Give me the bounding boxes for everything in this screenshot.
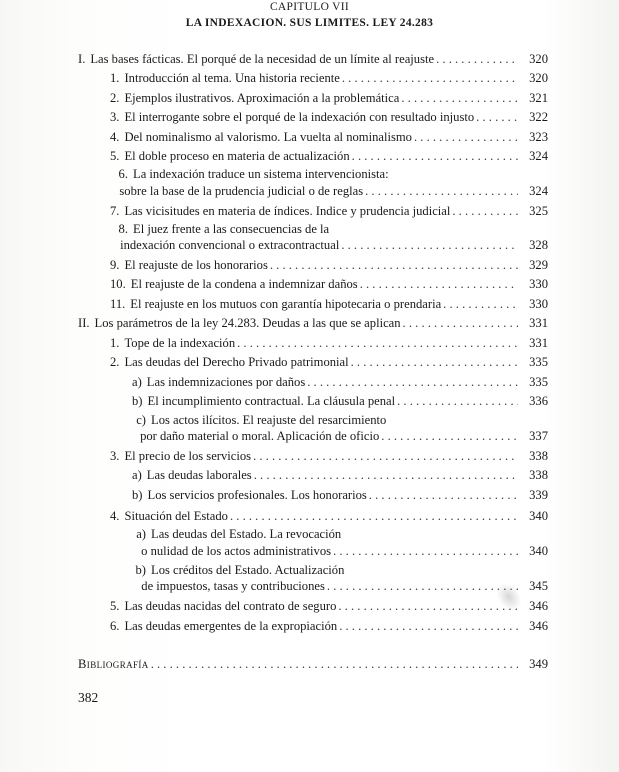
toc-entry-text: Los créditos del Estado. Actualización [151,563,345,577]
leader-dots [230,508,518,524]
toc-entry-page: 320 [529,52,548,66]
toc-entry-number: 4. [110,130,120,144]
toc-entry-number: II. [78,316,90,330]
toc-entry-number: b) [135,563,146,577]
toc-entry-number: 5. [110,599,120,613]
toc-entry-text: Las deudas laborales [146,468,252,482]
leader-dots [452,203,518,219]
toc-entry-text: El incumplimiento contractual. La cláusula penal [147,394,396,408]
toc-entry-number: 4. [110,509,120,523]
toc-entry-first-line [132,412,386,428]
toc-entry-number: 5. [110,149,120,163]
toc-entry-number: 3. [110,449,120,463]
leader-dots [341,237,518,253]
leader-dots [369,487,518,503]
toc-entry [110,335,548,351]
toc-entry-page: 324 [529,184,548,198]
leader-dots [253,448,518,464]
toc-entry-text: Las deudas del Derecho Privado patrimonial [124,355,349,369]
leader-dots [327,578,518,594]
toc-entry-text: indexación convencional o extracontractual [120,238,340,252]
toc-entry-page: 340 [529,544,548,558]
toc-entry-text: Los servicios profesionales. Los honorarios [147,488,367,502]
toc-entry-page: 337 [529,429,548,443]
toc-entry [132,487,548,503]
leader-dots [414,129,518,145]
toc-entry [78,315,548,331]
toc-entry [110,183,548,199]
toc-entry-text: de impuestos, tasas y contribuciones [141,579,325,593]
chapter-heading: CAPITULO VII [269,1,350,13]
leader-dots [397,393,518,409]
bibliography-label: Bibliografía [78,657,149,671]
toc-entry-text: o nulidad de los actos administrativos [141,544,332,558]
leader-dots [436,51,518,67]
toc-entry-page: 339 [529,488,548,502]
leader-dots [307,374,518,390]
toc-entry-text: Las indemnizaciones por daños [146,375,306,389]
toc-entry-page: 338 [529,449,548,463]
leader-dots [339,618,518,634]
toc-entry-text: por daño material o moral. Aplicación de oficio [140,429,380,443]
toc-entry [110,508,548,524]
toc-entry-page: 340 [529,509,548,523]
toc-entry [132,428,548,444]
toc-entry [110,203,548,219]
toc-entry-text: Del nominalismo al valorismo. La vuelta al nominalismo [124,130,412,144]
toc-entry-page: 331 [529,336,548,350]
toc-entry-number: 2. [110,355,120,369]
toc-entry-page: 323 [529,130,548,144]
leader-dots [333,543,518,559]
toc-entry-text: El precio de los servicios [124,449,252,463]
toc-entry-text: Las deudas del Estado. La revocación [151,527,342,541]
leader-dots [403,315,518,331]
toc-entry-text: Las deudas emergentes de la expropiación [124,619,338,633]
toc-entry-number: a) [132,375,142,389]
toc-entry-page: 331 [529,316,548,330]
page-number: 382 [78,690,99,705]
toc-entry-number: 6. [110,619,120,633]
toc-entry-number: a) [132,468,142,482]
toc-entry-page: 336 [529,394,548,408]
toc-entry-text: Los actos ilícitos. El reajuste del resarcimiento [151,413,387,427]
toc-entry-text: Las vicisitudes en materia de índices. Indice y prudencia judicial [124,204,451,218]
leader-dots [352,148,518,164]
toc-entry-text: Las deudas nacidas del contrato de seguro [124,599,337,613]
toc-entry-number: I. [78,52,86,66]
toc-entry-page: 338 [529,468,548,482]
leader-dots [360,276,518,292]
toc-entry-text: Tope de la indexación [124,336,236,350]
toc-entry-number: 6. [118,167,128,181]
toc-entry-text: El interrogante sobre el porqué de la indexación con resultado injusto [124,110,475,124]
toc-entry-bibliography [78,656,548,672]
toc-entry-text: Ejemplos ilustrativos. Aproximación a la problemática [124,91,400,105]
toc-entry-first-line [110,221,329,237]
toc-entry-number: 3. [110,110,120,124]
leader-dots [443,296,518,312]
toc-entry-number: 1. [110,336,120,350]
toc-entry [110,296,548,312]
toc-entry-page: 346 [529,619,548,633]
chapter-title: LA INDEXACION. SUS LIMITES. LEY 24.283 [185,17,434,29]
toc-entry-text: El reajuste de los honorarios [124,258,268,272]
toc-entry-text: Introducción al tema. Una historia reciente [124,71,340,85]
leader-dots [365,183,518,199]
toc-entry-page: 325 [529,204,548,218]
leader-dots [476,109,518,125]
toc-entry [132,393,548,409]
leader-dots [151,656,518,672]
toc-entry [110,129,548,145]
toc-entry-number: 1. [110,71,120,85]
leader-dots [381,428,518,444]
toc-entry-text: Situación del Estado [124,509,228,523]
leader-dots [338,598,518,614]
toc-entry [132,374,548,390]
toc-entry-number: 2. [110,91,120,105]
toc-entry-first-line [110,166,389,182]
toc-entry-page: 335 [529,355,548,369]
toc-entry-page: 328 [529,238,548,252]
toc-entry-number: b) [132,394,143,408]
toc-entry-text: El reajuste de la condena a indemnizar daños [130,277,358,291]
toc-entry-first-line [132,526,341,542]
toc-entry-number: 7. [110,204,120,218]
toc-entry-text: Los parámetros de la ley 24.283. Deudas a las que se aplican [94,316,401,330]
toc-entry [110,618,548,634]
toc-entry-page: 345 [529,579,548,593]
toc-entry-number: c) [136,413,146,427]
toc-entry-text: El doble proceso en materia de actualización [124,149,350,163]
toc-entry-page: 321 [529,91,548,105]
toc-entry-number: 8. [118,222,128,236]
toc-entry-text: sobre la base de la prudencia judicial o de reglas [119,184,364,198]
toc-entry [110,276,548,292]
toc-entry-page: 349 [529,657,548,671]
toc-entry-number: 9. [110,258,120,272]
toc-entry-page: 324 [529,149,548,163]
leader-dots [270,257,518,273]
toc-entry [132,578,548,594]
leader-dots [342,70,518,86]
leader-dots [401,90,518,106]
toc-entry [110,237,548,253]
toc-entry [110,148,548,164]
toc-entry-first-line [132,562,344,578]
toc-entry-page: 320 [529,71,548,85]
toc-entry-page: 322 [529,110,548,124]
toc-entry-text: La indexación traduce un sistema intervencionista: [133,167,389,181]
toc-entry-page: 335 [529,375,548,389]
toc-entry [110,109,548,125]
toc-entry-text: El reajuste en los mutuos con garantía hipotecaria o prendaria [130,297,442,311]
toc-entry-number: 10. [110,277,126,291]
toc-entry [78,51,548,67]
toc-entry-number: b) [132,488,143,502]
toc-entry [110,90,548,106]
toc-entry [110,448,548,464]
toc-entry-number: 11. [110,297,126,311]
leader-dots [237,335,518,351]
toc-entry [110,598,548,614]
leader-dots [254,467,518,483]
toc-entry-page: 330 [529,277,548,291]
toc-entry-number: a) [136,527,146,541]
toc-entry [132,543,548,559]
toc-entry [110,354,548,370]
toc-entry-page: 329 [529,258,548,272]
toc-entry-page: 346 [529,599,548,613]
toc-entry-text: El juez frente a las consecuencias de la [133,222,330,236]
leader-dots [351,354,518,370]
toc-entry [110,70,548,86]
toc-entry-page: 330 [529,297,548,311]
toc-entry [110,257,548,273]
toc-entry [132,467,548,483]
toc-entry-text: Las bases fácticas. El porqué de la necesidad de un límite al reajuste [90,52,435,66]
